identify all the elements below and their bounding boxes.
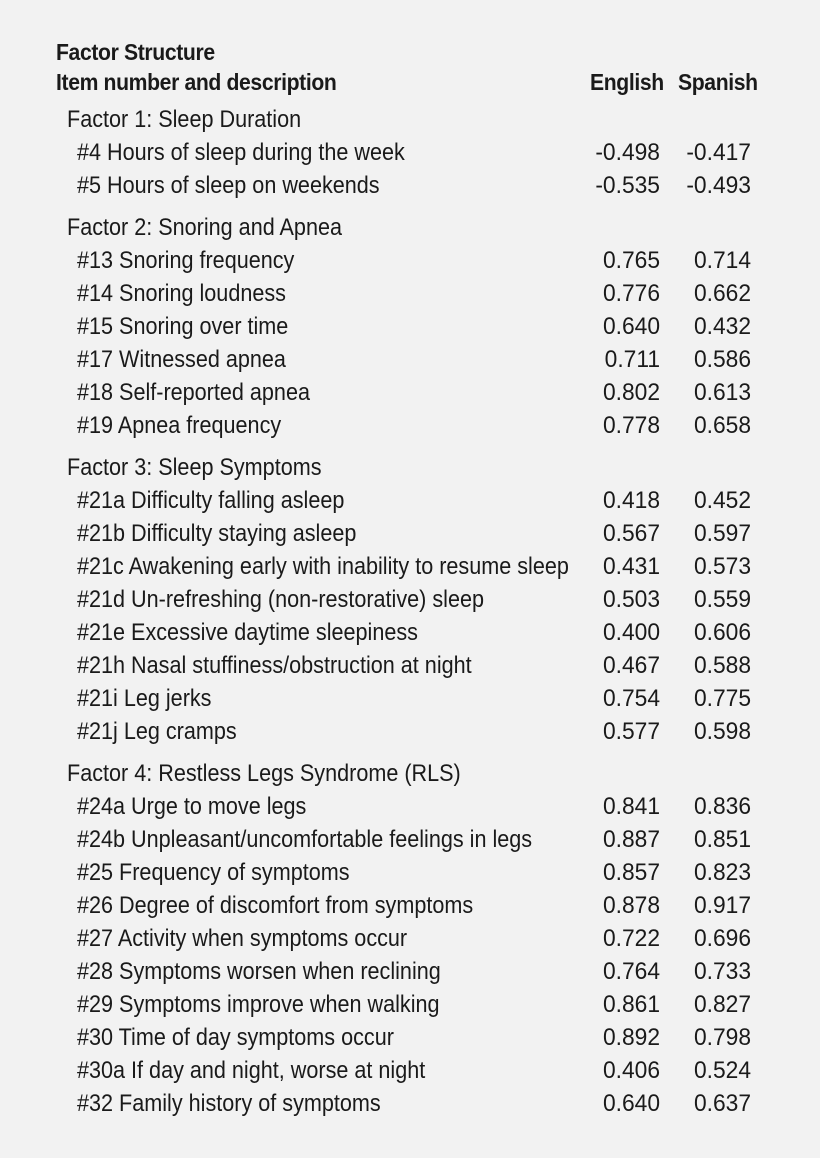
english-loading: 0.640 bbox=[602, 313, 660, 340]
spanish-loading: 0.917 bbox=[693, 892, 751, 919]
spanish-loading: 0.606 bbox=[693, 619, 751, 646]
item-description: #15 Snoring over time bbox=[77, 313, 289, 340]
english-loading: -0.498 bbox=[595, 139, 660, 166]
item-description: #28 Symptoms worsen when reclining bbox=[77, 958, 441, 985]
english-loading: 0.722 bbox=[602, 925, 660, 952]
english-loading: 0.754 bbox=[602, 685, 660, 712]
spanish-loading: 0.559 bbox=[693, 586, 751, 613]
item-description: #21b Difficulty staying asleep bbox=[77, 520, 357, 547]
table-row bbox=[0, 684, 820, 714]
table-row bbox=[0, 552, 820, 582]
item-description: #21e Excessive daytime sleepiness bbox=[77, 619, 418, 646]
factor-row bbox=[0, 213, 820, 243]
factor-label: Factor 2: Snoring and Apnea bbox=[67, 214, 342, 241]
english-loading: 0.765 bbox=[602, 247, 660, 274]
english-loading: 0.711 bbox=[604, 346, 660, 373]
spanish-loading: 0.714 bbox=[693, 247, 751, 274]
item-description: #17 Witnessed apnea bbox=[77, 346, 286, 373]
english-loading: 0.467 bbox=[602, 652, 660, 679]
item-description: #24a Urge to move legs bbox=[77, 793, 307, 820]
item-description: #21d Un-refreshing (non-restorative) sleep bbox=[77, 586, 485, 613]
table-row bbox=[0, 171, 820, 201]
english-loading: 0.857 bbox=[602, 859, 660, 886]
english-loading: 0.802 bbox=[602, 379, 660, 406]
table-row bbox=[0, 411, 820, 441]
item-description: #21c Awakening early with inability to resume sleep bbox=[77, 553, 569, 580]
spanish-loading: 0.452 bbox=[693, 487, 751, 514]
spanish-loading: 0.662 bbox=[693, 280, 751, 307]
spanish-loading: 0.836 bbox=[693, 793, 751, 820]
spanish-loading: 0.524 bbox=[693, 1057, 751, 1084]
spanish-loading: 0.733 bbox=[693, 958, 751, 985]
spanish-loading: 0.432 bbox=[693, 313, 751, 340]
english-column-header: English bbox=[590, 69, 664, 95]
spanish-loading: 0.613 bbox=[693, 379, 751, 406]
table-row bbox=[0, 246, 820, 276]
table-row bbox=[0, 792, 820, 822]
english-loading: 0.406 bbox=[602, 1057, 660, 1084]
english-loading: 0.841 bbox=[602, 793, 660, 820]
spanish-loading: 0.597 bbox=[693, 520, 751, 547]
item-description: #21a Difficulty falling asleep bbox=[77, 487, 345, 514]
table-row bbox=[0, 924, 820, 954]
english-loading: 0.878 bbox=[602, 892, 660, 919]
spanish-column-header: Spanish bbox=[678, 69, 758, 95]
english-loading: 0.577 bbox=[602, 718, 660, 745]
item-description: #18 Self-reported apnea bbox=[77, 379, 310, 406]
table-row bbox=[0, 717, 820, 747]
table-row bbox=[0, 858, 820, 888]
english-loading: 0.764 bbox=[602, 958, 660, 985]
item-column-header: Item number and description bbox=[56, 69, 337, 95]
factor-label: Factor 4: Restless Legs Syndrome (RLS) bbox=[67, 760, 461, 787]
english-loading: 0.776 bbox=[602, 280, 660, 307]
item-description: #32 Family history of symptoms bbox=[77, 1090, 381, 1117]
spanish-loading: 0.798 bbox=[693, 1024, 751, 1051]
table-row bbox=[0, 378, 820, 408]
factor-label: Factor 1: Sleep Duration bbox=[67, 106, 302, 133]
item-description: #30a If day and night, worse at night bbox=[77, 1057, 426, 1084]
table-row bbox=[0, 279, 820, 309]
table-row bbox=[0, 825, 820, 855]
item-description: #5 Hours of sleep on weekends bbox=[77, 172, 380, 199]
spanish-loading: 0.696 bbox=[693, 925, 751, 952]
item-description: #4 Hours of sleep during the week bbox=[77, 139, 405, 166]
table-row bbox=[0, 618, 820, 648]
english-loading: 0.567 bbox=[602, 520, 660, 547]
item-description: #29 Symptoms improve when walking bbox=[77, 991, 440, 1018]
item-description: #30 Time of day symptoms occur bbox=[77, 1024, 394, 1051]
table-title: Factor Structure bbox=[56, 39, 215, 65]
factor-row bbox=[0, 453, 820, 483]
item-description: #14 Snoring loudness bbox=[77, 280, 286, 307]
table-row bbox=[0, 312, 820, 342]
item-description: #21i Leg jerks bbox=[77, 685, 212, 712]
english-loading: 0.640 bbox=[602, 1090, 660, 1117]
table-row bbox=[0, 957, 820, 987]
table-row bbox=[0, 519, 820, 549]
table-row bbox=[0, 651, 820, 681]
english-loading: -0.535 bbox=[595, 172, 660, 199]
spanish-loading: -0.493 bbox=[686, 172, 751, 199]
item-description: #21j Leg cramps bbox=[77, 718, 237, 745]
item-description: #21h Nasal stuffiness/obstruction at night bbox=[77, 652, 472, 679]
english-loading: 0.887 bbox=[602, 826, 660, 853]
factor-row bbox=[0, 105, 820, 135]
factor-label: Factor 3: Sleep Symptoms bbox=[67, 454, 322, 481]
spanish-loading: -0.417 bbox=[686, 139, 751, 166]
spanish-loading: 0.586 bbox=[693, 346, 751, 373]
item-description: #27 Activity when symptoms occur bbox=[77, 925, 408, 952]
table-row bbox=[0, 486, 820, 516]
spanish-loading: 0.588 bbox=[693, 652, 751, 679]
table-row bbox=[0, 345, 820, 375]
spanish-loading: 0.775 bbox=[693, 685, 751, 712]
english-loading: 0.431 bbox=[602, 553, 660, 580]
english-loading: 0.418 bbox=[602, 487, 660, 514]
english-loading: 0.503 bbox=[602, 586, 660, 613]
item-description: #13 Snoring frequency bbox=[77, 247, 295, 274]
spanish-loading: 0.658 bbox=[693, 412, 751, 439]
spanish-loading: 0.823 bbox=[693, 859, 751, 886]
item-description: #25 Frequency of symptoms bbox=[77, 859, 350, 886]
table-row bbox=[0, 891, 820, 921]
table-row bbox=[0, 990, 820, 1020]
item-description: #26 Degree of discomfort from symptoms bbox=[77, 892, 474, 919]
factor-row bbox=[0, 759, 820, 789]
english-loading: 0.861 bbox=[602, 991, 660, 1018]
item-description: #19 Apnea frequency bbox=[77, 412, 282, 439]
spanish-loading: 0.637 bbox=[693, 1090, 751, 1117]
spanish-loading: 0.827 bbox=[693, 991, 751, 1018]
table-row bbox=[0, 1023, 820, 1053]
item-description: #24b Unpleasant/uncomfortable feelings in legs bbox=[77, 826, 533, 853]
table-row bbox=[0, 1056, 820, 1086]
table-row bbox=[0, 138, 820, 168]
spanish-loading: 0.851 bbox=[693, 826, 751, 853]
table-row bbox=[0, 585, 820, 615]
spanish-loading: 0.598 bbox=[693, 718, 751, 745]
spanish-loading: 0.573 bbox=[693, 553, 751, 580]
english-loading: 0.778 bbox=[602, 412, 660, 439]
english-loading: 0.892 bbox=[602, 1024, 660, 1051]
table-row bbox=[0, 1089, 820, 1119]
english-loading: 0.400 bbox=[602, 619, 660, 646]
